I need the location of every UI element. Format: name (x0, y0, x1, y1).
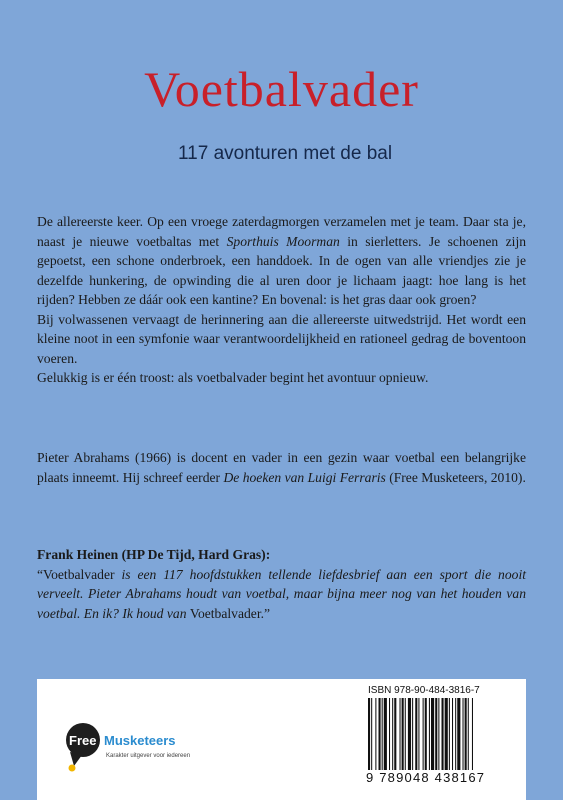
publisher-name-musketeers: Musketeers (104, 733, 176, 748)
barcode-bar (389, 698, 390, 770)
blurb-paragraph-2: Bij volwassenen vervaagt de herinnering aan die allereerste uitwedstrijd. Het wordt een kleine noot in een symfonie waar verantwoordelijkheid en rationeel gedrag de boventoon voeren. (37, 311, 526, 366)
quote-close: Voetbalvader.” (189, 605, 271, 621)
quote-open: “Voetbalvader (37, 566, 122, 582)
blurb-text: De allereerste keer. Op een vroege zaterdagmorgen verzamelen met je team. Daar sta je, naast je nieuwe voetbaltas met (37, 214, 526, 249)
blurb-text: in sierletters. Je schoenen zijn gepoetst, een schone onderbroek, een handdoek. In de ogen van alle vriendjes zie je dezelfde hunkering, de opwinding die al uren door je lichaam jaagt: hoe lang is het rijden? Hebben ze dáár ook een kantine? En bovenal: is het gras daar ook groen? (37, 233, 527, 307)
blurb-paragraph-3: Gelukkig is er één troost: als voetbalvader begint het avontuur opnieuw. (37, 370, 429, 385)
book-subtitle: 117 avonturen met de bal (178, 143, 393, 164)
isbn-label: ISBN 978-90-484-3816-7 (368, 685, 480, 696)
barcode-bar (423, 698, 424, 770)
barcode-bar (429, 698, 430, 770)
barcode-bar (431, 698, 434, 770)
barcode-bar (457, 698, 460, 770)
barcode-bar (400, 698, 401, 770)
barcode-bar (371, 698, 372, 770)
barcode-bar (382, 698, 383, 770)
barcode-bar (402, 698, 404, 770)
barcode-bar (468, 698, 469, 770)
bio-text: (Free Musketeers, 2010). (385, 469, 526, 485)
author-bio-paragraph (37, 448, 526, 487)
barcode-bar (442, 698, 444, 770)
barcode-bar (472, 698, 473, 770)
barcode-bar (379, 698, 381, 770)
barcode-bar (405, 698, 406, 770)
review-quote (37, 545, 526, 623)
quote-italic: is een 117 hoofdstukken tellende liefdesbrief aan een sport die nooit verveelt. Pieter Abrahams houdt van voetbal, maar bijna meer nog van het houden van voetbal. En ik? Ik houd van (37, 566, 526, 621)
reviewer-name: Frank Heinen (HP De Tijd, Hard Gras): (37, 547, 271, 562)
barcode-bar (463, 698, 464, 770)
barcode-bar (455, 698, 456, 770)
barcode-bar (392, 698, 393, 770)
barcode-bar (445, 698, 448, 770)
barcode-bar (449, 698, 450, 770)
author-bio (37, 448, 526, 487)
barcode-bar (394, 698, 396, 770)
barcode-bar (425, 698, 427, 770)
quote-text (37, 565, 526, 624)
bio-text: Pieter Abrahams (1966) is docent en vader in een gezin waar voetbal een belangrijke plaats inneemt. Hij schreef eerder (37, 450, 526, 485)
barcode-bar (408, 698, 411, 770)
blurb-store-name: Sporthuis Moorman (226, 233, 340, 249)
barcode-bar (415, 698, 417, 770)
barcode-bar (418, 698, 419, 770)
publisher-tagline: Karakter uitgever voor iedereen (106, 753, 191, 759)
publisher-logo-icon (64, 722, 102, 774)
barcode-bar (438, 698, 439, 770)
blurb-paragraph-1 (37, 212, 526, 310)
barcode-bar (412, 698, 413, 770)
barcode-bar (452, 698, 453, 770)
previous-book-title: De hoeken van Luigi Ferraris (223, 469, 386, 485)
publisher-name-free: Free (69, 733, 97, 748)
barcode-bar (435, 698, 437, 770)
barcode-bar (375, 698, 376, 770)
blurb (37, 212, 526, 388)
barcode-image (366, 698, 512, 770)
book-title: Voetbalvader (144, 61, 419, 117)
barcode-bar (465, 698, 467, 770)
barcode-digits: 9 789048 438167 (366, 770, 486, 785)
barcode-bar (368, 698, 370, 770)
barcode-bar (384, 698, 387, 770)
